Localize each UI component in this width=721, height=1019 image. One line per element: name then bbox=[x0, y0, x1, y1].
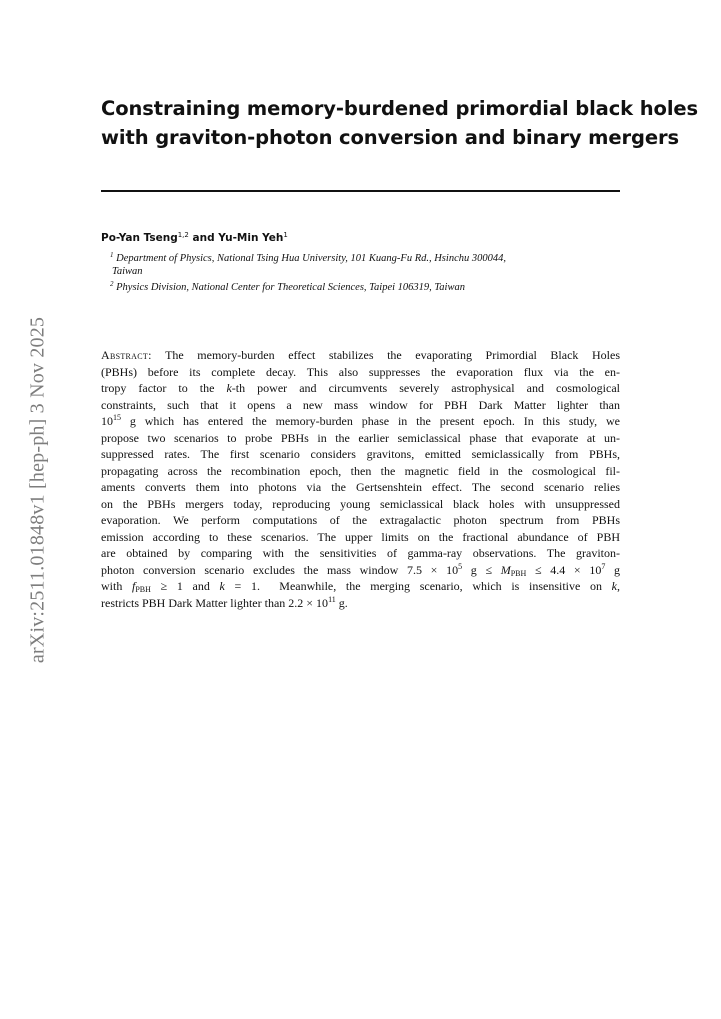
abstract-line bbox=[101, 562, 620, 579]
abstract-line bbox=[101, 380, 620, 397]
affiliation-mark: 2 bbox=[110, 280, 114, 288]
abstract-line bbox=[101, 413, 620, 430]
affiliation-mark: 1,2 bbox=[177, 231, 189, 239]
affiliation-mark: 1 bbox=[283, 231, 288, 239]
abstract-line: are obtained by comparing with the sensitivities of gamma-ray observations. The graviton- bbox=[101, 546, 620, 560]
abstract-line: constraints, such that it opens a new mass window for PBH Dark Matter lighter than bbox=[101, 397, 620, 412]
abstract-text: g bbox=[605, 562, 621, 577]
math-variable: k bbox=[219, 579, 225, 593]
abstract-text: ≥ 1 and bbox=[150, 579, 220, 593]
affiliation-item bbox=[110, 282, 620, 295]
abstract-line: (PBHs) before its complete decay. This also suppresses the evaporation flux via the en- bbox=[101, 364, 620, 379]
abstract-text: g. bbox=[335, 595, 348, 610]
exponent: 5 bbox=[458, 561, 463, 571]
affiliation-line: Taiwan bbox=[112, 265, 143, 277]
abstract-text: ≤ 4.4 × 10 bbox=[526, 562, 602, 577]
author-name: Po-Yan Tseng bbox=[101, 232, 178, 244]
math-variable: M bbox=[500, 562, 511, 577]
affiliation-text: Department of Physics, National Tsing Hua University, 101 Kuang-Fu Rd., Hsinchu 300044, bbox=[116, 253, 506, 264]
abstract-text: restricts PBH Dark Matter lighter than 2.2 × 10 bbox=[101, 595, 329, 610]
title-line: with graviton-photon conversion and binary mergers bbox=[101, 126, 680, 149]
abstract-text: photon conversion scenario excludes the mass window 7.5 × 10 bbox=[101, 562, 459, 577]
affiliation-line bbox=[110, 282, 620, 295]
abstract-text: g ≤ bbox=[462, 562, 501, 577]
arxiv-identifier-stamp: arXiv:2511.01848v1 [hep-ph] 3 Nov 2025 bbox=[26, 316, 49, 664]
math-variable: k bbox=[226, 381, 232, 395]
abstract-line bbox=[101, 347, 620, 364]
subscript: PBH bbox=[510, 568, 527, 578]
exponent: 15 bbox=[113, 413, 121, 422]
abstract-text: -th power and circumvents severely astrophysical and cosmological bbox=[231, 381, 620, 395]
abstract-label: Abstract: bbox=[101, 348, 152, 362]
abstract-line: aments converts them into photons via the Gertsenshtein effect. The second scenario relies bbox=[101, 480, 620, 494]
abstract-line bbox=[101, 578, 620, 595]
abstract-line: suppressed rates. The first scenario considers gravitons, emitted semiclassically from PBHs, bbox=[101, 447, 620, 461]
affiliation-text: Physics Division, National Center for Theoretical Sciences, Taipei 106319, Taiwan bbox=[116, 282, 465, 293]
paper-title bbox=[101, 94, 699, 152]
abstract bbox=[101, 347, 620, 611]
exponent: 11 bbox=[328, 594, 336, 604]
title-line: Constraining memory-burdened primordial black holes bbox=[101, 97, 699, 120]
author-name: Yu-Min Yeh bbox=[218, 232, 284, 244]
abstract-text: g which has entered the memory-burden phase in the present epoch. In this study, we bbox=[121, 414, 620, 428]
author-list bbox=[101, 232, 288, 244]
abstract-text: The memory-burden effect stabilizes the evaporating Primordial Black Holes bbox=[165, 348, 620, 362]
affiliation-mark: 1 bbox=[110, 251, 114, 259]
math-variable: f bbox=[132, 579, 136, 593]
abstract-text: 10 bbox=[101, 414, 113, 428]
abstract-line: propose two scenarios to probe PBHs in the earlier semiclassical phase that evaporate at un- bbox=[101, 430, 620, 445]
abstract-text: with bbox=[101, 579, 133, 593]
abstract-text: tropy factor to the bbox=[101, 381, 227, 395]
abstract-line bbox=[101, 595, 620, 612]
abstract-line: on the PBHs mergers today, reproducing young semiclassical black holes with unsuppressed bbox=[101, 496, 620, 511]
exponent: 7 bbox=[601, 561, 606, 571]
abstract-line: evaporation. We perform computations of the extragalactic photon spectrum from PBHs bbox=[101, 513, 620, 527]
affiliation-list bbox=[110, 253, 620, 299]
title-rule-divider bbox=[101, 190, 620, 192]
math-variable: k bbox=[611, 579, 617, 593]
abstract-text: , bbox=[617, 579, 620, 593]
author-separator: and bbox=[188, 232, 219, 244]
abstract-line: emission according to these scenarios. The upper limits on the fractional abundance of PBH bbox=[101, 529, 620, 544]
abstract-line: propagating across the recombination epoch, then the magnetic field in the cosmological fil- bbox=[101, 463, 620, 478]
abstract-text: = 1. Meanwhile, the merging scenario, which is insensitive on bbox=[224, 579, 612, 593]
affiliation-item bbox=[110, 253, 620, 278]
subscript: PBH bbox=[135, 585, 151, 594]
affiliation-line bbox=[110, 253, 620, 266]
